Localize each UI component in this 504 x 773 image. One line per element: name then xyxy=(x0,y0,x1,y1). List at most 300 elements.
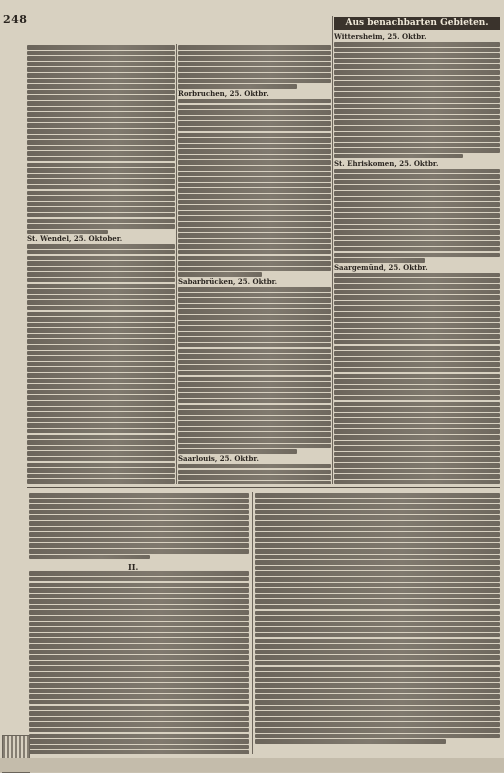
text-line xyxy=(27,418,175,423)
text-line xyxy=(255,678,500,683)
text-line xyxy=(334,340,500,345)
dateline: Sabarbrücken, 25. Oktbr. xyxy=(178,276,278,286)
text-line xyxy=(27,62,175,67)
text-line xyxy=(334,418,500,423)
text-line xyxy=(29,515,249,520)
text-line xyxy=(27,373,175,378)
text-line xyxy=(334,258,425,263)
text-line xyxy=(178,233,331,238)
text-line xyxy=(255,527,500,532)
text-line xyxy=(178,475,331,480)
text-line xyxy=(29,499,249,504)
text-line xyxy=(255,722,500,727)
text-line xyxy=(334,357,500,362)
text-line xyxy=(178,416,331,421)
text-line xyxy=(255,594,500,599)
text-line xyxy=(334,191,500,196)
column-2 xyxy=(178,44,331,484)
text-line xyxy=(255,672,500,677)
text-line xyxy=(334,463,500,468)
dateline: Rorbruchen, 25. Oktbr. xyxy=(178,88,269,98)
text-line xyxy=(334,402,500,407)
text-line xyxy=(27,261,175,266)
text-line xyxy=(178,160,331,165)
text-line xyxy=(178,127,331,132)
text-line xyxy=(178,177,331,182)
text-line xyxy=(334,219,500,224)
article-paragraph xyxy=(334,33,500,158)
text-line xyxy=(334,474,500,479)
text-line xyxy=(334,480,500,484)
text-line xyxy=(334,137,500,142)
text-line xyxy=(255,655,500,660)
text-line xyxy=(29,655,249,660)
text-line xyxy=(334,435,500,440)
text-line xyxy=(334,169,500,174)
text-line xyxy=(334,230,500,235)
text-line xyxy=(334,42,500,47)
page-number: 248 xyxy=(3,13,28,26)
text-line xyxy=(334,174,500,179)
text-line xyxy=(29,549,249,554)
text-line xyxy=(27,457,175,462)
article-paragraph xyxy=(29,493,249,559)
text-line xyxy=(178,200,331,205)
text-line xyxy=(29,543,249,548)
text-line xyxy=(27,146,175,151)
text-line xyxy=(178,304,331,309)
text-line xyxy=(255,633,500,638)
article-paragraph xyxy=(255,493,500,744)
text-line xyxy=(29,700,249,705)
text-line xyxy=(255,549,500,554)
text-line xyxy=(255,555,500,560)
text-line xyxy=(178,105,331,110)
text-line xyxy=(29,555,150,560)
text-line xyxy=(178,421,331,426)
text-line xyxy=(178,371,331,376)
text-line xyxy=(27,140,175,145)
text-line xyxy=(29,571,249,576)
text-line xyxy=(178,79,331,84)
text-line xyxy=(29,728,249,733)
text-line xyxy=(178,287,331,292)
text-line xyxy=(27,79,175,84)
text-line xyxy=(27,289,175,294)
text-line xyxy=(27,407,175,412)
text-line xyxy=(178,261,331,266)
text-line xyxy=(255,627,500,632)
text-line xyxy=(255,577,500,582)
text-line xyxy=(255,667,500,672)
text-line xyxy=(334,295,500,300)
text-line xyxy=(178,393,331,398)
text-line xyxy=(334,424,500,429)
text-line xyxy=(178,360,331,365)
text-line xyxy=(178,45,331,50)
text-line xyxy=(334,446,500,451)
text-line xyxy=(27,479,175,484)
text-line xyxy=(29,610,249,615)
text-line xyxy=(255,700,500,705)
text-line xyxy=(27,107,175,112)
text-line xyxy=(27,312,175,317)
text-line xyxy=(27,174,175,179)
text-line xyxy=(334,301,500,306)
text-line xyxy=(334,64,500,69)
text-line xyxy=(178,239,331,244)
text-line xyxy=(27,213,175,218)
text-line xyxy=(27,423,175,428)
text-line xyxy=(29,538,249,543)
text-line xyxy=(255,599,500,604)
text-line xyxy=(334,318,500,323)
text-line xyxy=(29,717,249,722)
text-line xyxy=(334,148,500,153)
section-header: Aus benachbarten Gebieten. xyxy=(345,18,489,28)
text-line xyxy=(27,468,175,473)
text-line xyxy=(27,284,175,289)
text-line xyxy=(178,149,331,154)
column-3 xyxy=(334,16,500,484)
text-line xyxy=(334,213,500,218)
text-line xyxy=(27,317,175,322)
text-line xyxy=(29,745,249,750)
text-line xyxy=(334,202,500,207)
text-line xyxy=(255,661,500,666)
text-line xyxy=(334,126,500,131)
dateline: Saargemünd, 25. Oktbr. xyxy=(334,262,428,272)
article-paragraph xyxy=(178,99,331,277)
text-line xyxy=(29,722,249,727)
text-line xyxy=(334,452,500,457)
text-line xyxy=(334,290,500,295)
text-line xyxy=(178,354,331,359)
text-line xyxy=(29,583,249,588)
text-line xyxy=(178,116,331,121)
text-line xyxy=(27,90,175,95)
text-line xyxy=(334,413,500,418)
text-line xyxy=(334,154,463,159)
text-line xyxy=(27,185,175,190)
text-line xyxy=(255,706,500,711)
text-line xyxy=(255,571,500,576)
text-line xyxy=(334,323,500,328)
text-line xyxy=(255,734,500,739)
dateline: St. Ehriskomen, 25. Oktbr. xyxy=(334,158,439,168)
text-line xyxy=(27,323,175,328)
text-line xyxy=(27,129,175,134)
text-line xyxy=(29,577,249,582)
text-line xyxy=(29,683,249,688)
text-line xyxy=(334,98,500,103)
feuilleton-rule xyxy=(27,487,500,488)
text-line xyxy=(27,278,175,283)
text-line xyxy=(255,650,500,655)
text-line xyxy=(334,253,500,258)
text-line xyxy=(27,395,175,400)
text-line xyxy=(178,427,331,432)
dateline: St. Wendel, 25. Oktober. xyxy=(27,234,123,244)
text-line xyxy=(334,76,500,81)
text-line xyxy=(334,132,500,137)
column-rule xyxy=(176,44,177,484)
text-line xyxy=(334,225,500,230)
text-line xyxy=(334,236,500,241)
text-line xyxy=(334,334,500,339)
dateline: Wittersheim, 25. Oktbr. xyxy=(334,32,427,41)
text-line xyxy=(255,515,500,520)
text-line xyxy=(27,250,175,255)
text-line xyxy=(334,59,500,64)
text-line xyxy=(334,351,500,356)
text-line xyxy=(27,95,175,100)
text-line xyxy=(334,109,500,114)
text-line xyxy=(178,250,331,255)
text-line xyxy=(27,196,175,201)
text-line xyxy=(178,155,331,160)
text-line xyxy=(29,666,249,671)
text-line xyxy=(334,469,500,474)
text-line xyxy=(334,368,500,373)
text-line xyxy=(178,349,331,354)
text-line xyxy=(27,295,175,300)
text-line xyxy=(255,644,500,649)
text-line xyxy=(178,343,331,348)
text-line xyxy=(29,750,249,754)
article-paragraph xyxy=(29,571,249,754)
text-line xyxy=(334,385,500,390)
article-paragraph xyxy=(334,273,500,484)
text-line xyxy=(29,638,249,643)
text-line xyxy=(334,429,500,434)
text-line xyxy=(29,650,249,655)
text-line xyxy=(334,180,500,185)
text-line xyxy=(255,639,500,644)
text-line xyxy=(178,99,331,104)
text-line xyxy=(178,315,331,320)
text-line xyxy=(255,493,500,498)
text-line xyxy=(255,538,500,543)
text-line xyxy=(334,247,500,252)
column-rule xyxy=(332,16,333,484)
text-line xyxy=(334,208,500,213)
text-line xyxy=(27,112,175,117)
text-line xyxy=(29,521,249,526)
text-line xyxy=(27,474,175,479)
text-line xyxy=(178,388,331,393)
text-line xyxy=(178,410,331,415)
text-line xyxy=(334,346,500,351)
text-line xyxy=(334,374,500,379)
text-line xyxy=(178,481,331,484)
text-line xyxy=(27,390,175,395)
text-line xyxy=(27,367,175,372)
text-line xyxy=(27,123,175,128)
text-line xyxy=(255,622,500,627)
text-line xyxy=(29,605,249,610)
text-line xyxy=(255,616,500,621)
text-line xyxy=(27,256,175,261)
sub-section-numeral: II. xyxy=(128,562,139,572)
text-line xyxy=(27,440,175,445)
article-paragraph xyxy=(27,244,175,484)
text-line xyxy=(27,202,175,207)
text-line xyxy=(334,197,500,202)
text-line xyxy=(255,510,500,515)
text-line xyxy=(334,120,500,125)
text-line xyxy=(27,207,175,212)
text-line xyxy=(27,345,175,350)
text-line xyxy=(178,432,331,437)
text-line xyxy=(334,390,500,395)
text-line xyxy=(255,560,500,565)
text-line xyxy=(255,532,500,537)
text-line xyxy=(178,121,331,126)
text-line xyxy=(27,339,175,344)
text-line xyxy=(178,183,331,188)
text-line xyxy=(27,384,175,389)
text-line xyxy=(334,92,500,97)
text-line xyxy=(178,377,331,382)
text-line xyxy=(27,151,175,156)
text-line xyxy=(255,521,500,526)
text-line xyxy=(334,70,500,75)
text-line xyxy=(29,504,249,509)
text-line xyxy=(178,405,331,410)
text-line xyxy=(178,222,331,227)
column-1 xyxy=(27,44,175,484)
text-line xyxy=(29,599,249,604)
text-line xyxy=(255,689,500,694)
text-line xyxy=(29,588,249,593)
text-line xyxy=(27,429,175,434)
text-line xyxy=(255,694,500,699)
text-line xyxy=(27,351,175,356)
text-line xyxy=(29,627,249,632)
text-line xyxy=(178,138,331,143)
text-line xyxy=(178,172,331,177)
text-line xyxy=(29,706,249,711)
text-line xyxy=(27,179,175,184)
text-line xyxy=(178,332,331,337)
text-line xyxy=(178,444,331,449)
text-line xyxy=(334,48,500,53)
text-line xyxy=(29,616,249,621)
text-line xyxy=(334,185,500,190)
text-line xyxy=(255,588,500,593)
text-line xyxy=(27,118,175,123)
text-line xyxy=(29,678,249,683)
text-line xyxy=(178,194,331,199)
text-line xyxy=(27,401,175,406)
text-line xyxy=(27,300,175,305)
text-line xyxy=(334,278,500,283)
text-line xyxy=(334,362,500,367)
text-line xyxy=(178,293,331,298)
text-line xyxy=(334,457,500,462)
text-line xyxy=(27,446,175,451)
text-line xyxy=(178,62,331,67)
text-line xyxy=(27,379,175,384)
text-line xyxy=(27,73,175,78)
text-line xyxy=(334,104,500,109)
text-line xyxy=(29,510,249,515)
text-line xyxy=(27,135,175,140)
text-line xyxy=(27,451,175,456)
text-line xyxy=(27,356,175,361)
text-line xyxy=(27,412,175,417)
text-line xyxy=(334,143,500,148)
text-line xyxy=(29,689,249,694)
text-line xyxy=(27,306,175,311)
text-line xyxy=(255,611,500,616)
text-line xyxy=(29,644,249,649)
text-line xyxy=(255,566,500,571)
text-line xyxy=(334,284,500,289)
text-line xyxy=(255,543,500,548)
text-line xyxy=(178,399,331,404)
feuilleton-column-2 xyxy=(255,492,500,754)
text-line xyxy=(29,532,249,537)
text-line xyxy=(29,661,249,666)
text-line xyxy=(27,191,175,196)
text-line xyxy=(27,51,175,56)
text-line xyxy=(334,306,500,311)
text-line xyxy=(255,739,446,744)
text-line xyxy=(334,329,500,334)
text-line xyxy=(27,84,175,89)
text-line xyxy=(27,224,175,229)
text-line xyxy=(334,441,500,446)
text-line xyxy=(178,228,331,233)
text-line xyxy=(255,499,500,504)
text-line xyxy=(178,205,331,210)
text-line xyxy=(255,683,500,688)
text-line xyxy=(29,739,249,744)
text-line xyxy=(178,166,331,171)
text-line xyxy=(27,334,175,339)
text-line xyxy=(27,101,175,106)
text-line xyxy=(27,163,175,168)
text-line xyxy=(178,244,331,249)
text-line xyxy=(255,728,500,733)
text-line xyxy=(178,133,331,138)
text-line xyxy=(29,694,249,699)
text-line xyxy=(27,45,175,50)
text-line xyxy=(178,382,331,387)
text-line xyxy=(334,53,500,58)
text-line xyxy=(29,711,249,716)
text-line xyxy=(178,438,331,443)
text-line xyxy=(27,67,175,72)
text-line xyxy=(178,256,331,261)
article-paragraph xyxy=(178,464,331,484)
text-line xyxy=(178,337,331,342)
text-line xyxy=(178,464,331,469)
text-line xyxy=(334,81,500,86)
text-line xyxy=(178,321,331,326)
feuilleton-column-1 xyxy=(29,492,249,754)
text-line xyxy=(27,168,175,173)
text-line xyxy=(29,622,249,627)
text-line xyxy=(255,717,500,722)
article-paragraph xyxy=(334,169,500,263)
text-line xyxy=(178,298,331,303)
text-line xyxy=(178,110,331,115)
text-line xyxy=(27,272,175,277)
text-line xyxy=(255,504,500,509)
